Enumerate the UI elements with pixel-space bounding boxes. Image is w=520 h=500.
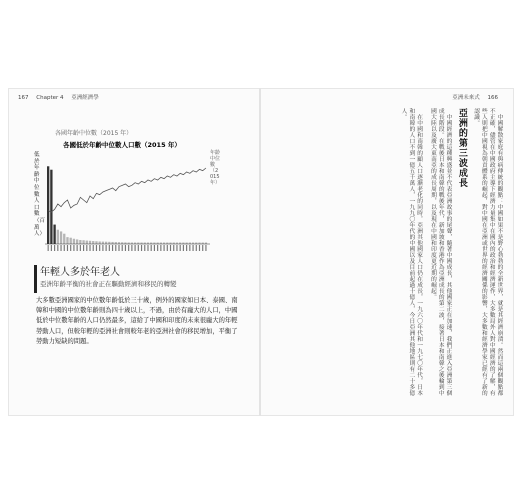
chart-bar [111,242,113,244]
country-tick-label [163,245,164,251]
chart-bar [60,231,62,244]
country-tick-label [205,245,206,251]
country-tick-label [48,245,49,251]
country-tick-label [192,245,193,251]
country-tick-label [109,245,110,251]
country-tick-label [160,245,161,251]
country-tick-label [80,245,81,251]
caption-accent-bar [34,265,37,293]
chart-bar [82,240,84,244]
chart-bar [79,240,81,244]
figure-y-axis-label: 低於年齡中位數人口數（百萬人） [34,152,46,238]
body-paragraph: 中國經濟的這種興盛並不代表亞洲故事的尾聲，隨著中國成長，其他國家正在加速，我們正進入亞洲第三個成長階段。在戰後日本和南韓的戰後年代，新加坡和香港作為亞洲成長的第二波，接著日本和南韓之後輪到中國大陸以及廣大東南亞的成長周期，以及現在中國和印度更近期的崛起。 [429,108,452,396]
country-tick-label [112,245,113,251]
country-tick-label [131,245,132,251]
country-tick-label [86,245,87,251]
country-tick-label [157,245,158,251]
chart-bar [63,234,65,244]
country-tick-label [67,245,68,251]
chart-bar [66,237,68,244]
country-tick-label [64,245,65,251]
country-tick-label [173,245,174,251]
country-tick-label [122,245,123,251]
country-tick-label [96,245,97,251]
left-book-title: 亞洲經濟學 [71,95,99,101]
country-tick-label [115,245,116,251]
country-tick-label [51,245,52,251]
right-page-text [270,108,502,398]
country-tick-label [199,245,200,251]
bar-chart [45,152,210,252]
country-tick-label [183,245,184,251]
chart-bar [76,239,78,244]
country-tick-label [138,245,139,251]
country-tick-label [73,245,74,251]
country-tick-label [77,245,78,251]
chart-bar [108,242,110,244]
country-tick-label [125,245,126,251]
median-age-line [48,168,206,212]
country-tick-label [118,245,119,251]
body-paragraph: 在中國和南韓的顧人口逐漸老化的同時，亞洲其他國家人口仍在成長，一九六〇年代和一九七〇年代，日本和南韓的人口不到一億五千萬人，一九九〇年代的中國以及目前起過十億人，今日亞洲其他地區則有二十多億人。 [400,108,422,396]
chart-bar [57,230,59,244]
country-tick-label [99,245,100,251]
country-tick-label [176,245,177,251]
country-tick-label [170,245,171,251]
chart-bar [73,239,75,244]
country-tick-label [202,245,203,251]
caption-body: 大多數亞洲國家的中位數年齡低於三十歲，例外的國家如日本、泰國、南韓和中國的中位數年齡則為四十歲以上，不過，由於有龐大的人口，中國低於中位數年齡的人口仍然最多，這給了中國和印度的未來很龐大的年輕勞動人口，但較年輕的亞洲社會則較年老的亞洲社會的移民增加，平衡了勞動力短缺的問題。 [36,297,238,345]
country-tick-label [186,245,187,251]
country-tick-label [196,245,197,251]
country-tick-label [151,245,152,251]
country-tick-label [128,245,129,251]
country-tick-label [135,245,136,251]
chart-bar [89,241,91,244]
caption-subtitle: 亞洲年齡平衡的社會正在驅動經濟和移民的轉變 [40,280,177,288]
country-tick-label [147,245,148,251]
chart-bar [70,238,72,244]
country-tick-label [141,245,142,251]
chart-bar [92,241,94,244]
country-tick-label [180,245,181,251]
right-page-number: 166 [487,95,498,101]
country-tick-label [154,245,155,251]
chart-bar [99,241,101,244]
country-tick-label [189,245,190,251]
left-page-header [18,93,105,101]
book-spine [259,88,261,416]
figure-secondary-axis-label: 年齡中位數（2015 年） [210,150,221,186]
country-tick-label [144,245,145,251]
left-chapter-label: Chapter 4 [36,95,64,101]
left-page-number: 167 [18,95,29,101]
country-tick-label [102,245,103,251]
country-tick-label [93,245,94,251]
country-tick-label [89,245,90,251]
section-heading: 亞洲的第三波成長 [456,108,467,188]
country-tick-label [106,245,107,251]
figure-title: 各國低於年齡中位數人口數（2015 年） [63,141,181,149]
caption-title: 年輕人多於年老人 [40,267,120,278]
country-tick-label [60,245,61,251]
right-book-title: 亞洲未來式 [452,95,480,101]
chart-bar [102,242,104,244]
country-tick-label [70,245,71,251]
figure-small-title: 各國年齡中位數（2015 年） [55,130,133,137]
country-tick-label [167,245,168,251]
body-paragraph: 中國解散家庭有與病傳統的觀點：中國如果不是野心勃勃的全新世界，就是其經濟崩潰。然而這兩個觀點都不正確，儘管在中國政府主導下經濟力量集中在國內的政治和經濟運作，大多數局外人對中國經濟的了解，有些人則把中國視為朝貢體系的崛起，對中國在亞洲或世界的經濟關係的影響，大多數和經濟學家已經有了新的認識。 [472,108,502,396]
chart-bar [50,170,52,244]
chart-bar [86,241,88,244]
country-tick-label [83,245,84,251]
chart-bar [53,225,55,244]
chart-bar [95,241,97,244]
country-tick-label [54,245,55,251]
right-page-header [452,93,504,101]
chart-bar [47,166,49,244]
chart-bar [105,242,107,244]
country-tick-label [57,245,58,251]
